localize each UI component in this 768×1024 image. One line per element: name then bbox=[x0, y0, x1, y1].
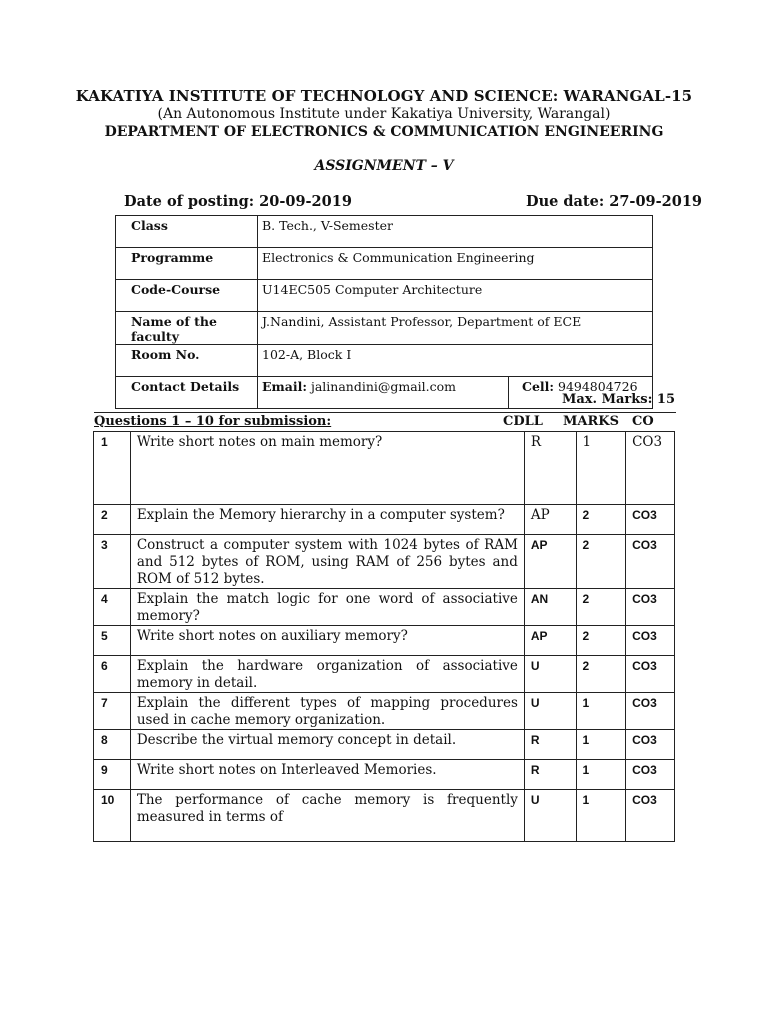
question-cdll: R bbox=[524, 730, 576, 760]
question-text: Write short notes on main memory? bbox=[130, 432, 524, 505]
question-number: 4 bbox=[94, 589, 131, 626]
email-value[interactable]: jalinandini@gmail.com bbox=[310, 379, 457, 394]
question-row bbox=[94, 432, 675, 505]
class-value: B. Tech., V-Semester bbox=[258, 216, 653, 248]
question-row bbox=[94, 656, 675, 693]
co-header: CO bbox=[632, 414, 654, 429]
question-cdll: R bbox=[524, 760, 576, 790]
question-marks: 2 bbox=[576, 535, 626, 589]
info-row-room bbox=[116, 345, 653, 377]
question-row bbox=[94, 589, 675, 626]
question-row bbox=[94, 730, 675, 760]
cdll-header: CDLL bbox=[503, 414, 543, 429]
question-row bbox=[94, 505, 675, 535]
question-cdll: AP bbox=[524, 535, 576, 589]
question-number: 8 bbox=[94, 730, 131, 760]
question-cdll: U bbox=[524, 790, 576, 842]
question-cdll: AP bbox=[524, 626, 576, 656]
question-co: CO3 bbox=[626, 432, 675, 505]
question-co: CO3 bbox=[626, 656, 675, 693]
question-row bbox=[94, 535, 675, 589]
question-marks: 1 bbox=[576, 693, 626, 730]
max-marks: Max. Marks: 15 bbox=[561, 392, 675, 407]
question-number: 10 bbox=[94, 790, 131, 842]
question-co: CO3 bbox=[626, 790, 675, 842]
question-number: 2 bbox=[94, 505, 131, 535]
questions-table bbox=[93, 431, 675, 842]
question-marks: 2 bbox=[576, 505, 626, 535]
info-row-class bbox=[116, 216, 653, 248]
info-row-programme bbox=[116, 248, 653, 280]
course-value: U14EC505 Computer Architecture bbox=[258, 280, 653, 312]
cell-label: Cell: bbox=[522, 379, 555, 394]
question-number: 5 bbox=[94, 626, 131, 656]
due-date: Due date: 27-09-2019 bbox=[526, 193, 702, 210]
question-text: Write short notes on auxiliary memory? bbox=[130, 626, 524, 656]
question-number: 9 bbox=[94, 760, 131, 790]
room-label: Room No. bbox=[116, 345, 258, 377]
question-co: CO3 bbox=[626, 626, 675, 656]
question-marks: 1 bbox=[576, 760, 626, 790]
question-cdll: U bbox=[524, 693, 576, 730]
question-cdll: AN bbox=[524, 589, 576, 626]
divider bbox=[94, 412, 676, 413]
question-text: Construct a computer system with 1024 bytes of RAM and 512 bytes of ROM, using RAM of 256 bytes and ROM of 512 bytes. bbox=[130, 535, 524, 589]
question-number: 7 bbox=[94, 693, 131, 730]
question-cdll: AP bbox=[524, 505, 576, 535]
question-row bbox=[94, 790, 675, 842]
question-text: Describe the virtual memory concept in detail. bbox=[130, 730, 524, 760]
question-cdll: U bbox=[524, 656, 576, 693]
assignment-title: ASSIGNMENT – V bbox=[314, 158, 454, 174]
question-marks: 2 bbox=[576, 589, 626, 626]
question-row bbox=[94, 626, 675, 656]
question-co: CO3 bbox=[626, 730, 675, 760]
room-value: 102-A, Block I bbox=[258, 345, 653, 377]
question-row bbox=[94, 760, 675, 790]
class-label: Class bbox=[116, 216, 258, 248]
programme-label: Programme bbox=[116, 248, 258, 280]
institute-subtitle: (An Autonomous Institute under Kakatiya University, Warangal) bbox=[157, 106, 611, 122]
programme-value: Electronics & Communication Engineering bbox=[258, 248, 653, 280]
question-co: CO3 bbox=[626, 589, 675, 626]
email-label: Email: bbox=[262, 379, 307, 394]
question-marks: 1 bbox=[576, 730, 626, 760]
question-cdll: R bbox=[524, 432, 576, 505]
question-marks: 2 bbox=[576, 656, 626, 693]
question-text: Explain the different types of mapping procedures used in cache memory organization. bbox=[130, 693, 524, 730]
question-number: 6 bbox=[94, 656, 131, 693]
department-title: DEPARTMENT OF ELECTRONICS & COMMUNICATION ENGINEERING bbox=[104, 124, 664, 140]
question-co: CO3 bbox=[626, 535, 675, 589]
question-number: 1 bbox=[94, 432, 131, 505]
cell-value: 9494804726 bbox=[558, 379, 638, 394]
question-number: 3 bbox=[94, 535, 131, 589]
column-headers bbox=[503, 414, 654, 429]
info-row-course bbox=[116, 280, 653, 312]
question-text: Explain the match logic for one word of associative memory? bbox=[130, 589, 524, 626]
question-text: Explain the Memory hierarchy in a computer system? bbox=[130, 505, 524, 535]
question-co: CO3 bbox=[626, 693, 675, 730]
date-of-posting: Date of posting: 20-09-2019 bbox=[124, 193, 352, 210]
question-row bbox=[94, 693, 675, 730]
questions-heading: Questions 1 – 10 for submission: bbox=[94, 414, 332, 429]
info-row-faculty bbox=[116, 312, 653, 345]
marks-header: MARKS bbox=[563, 414, 619, 429]
course-label: Code-Course bbox=[116, 280, 258, 312]
contact-label: Contact Details bbox=[116, 377, 258, 409]
question-marks: 2 bbox=[576, 626, 626, 656]
question-co: CO3 bbox=[626, 760, 675, 790]
question-text: Explain the hardware organization of associative memory in detail. bbox=[130, 656, 524, 693]
course-info-table bbox=[115, 215, 653, 409]
question-text: Write short notes on Interleaved Memories. bbox=[130, 760, 524, 790]
question-marks: 1 bbox=[576, 432, 626, 505]
question-text: The performance of cache memory is frequently measured in terms of bbox=[130, 790, 524, 842]
question-marks: 1 bbox=[576, 790, 626, 842]
faculty-label: Name of the faculty bbox=[116, 312, 258, 345]
question-co: CO3 bbox=[626, 505, 675, 535]
institute-title: KAKATIYA INSTITUTE OF TECHNOLOGY AND SCIENCE: WARANGAL-15 bbox=[75, 87, 693, 105]
faculty-value: J.Nandini, Assistant Professor, Department of ECE bbox=[258, 312, 653, 345]
